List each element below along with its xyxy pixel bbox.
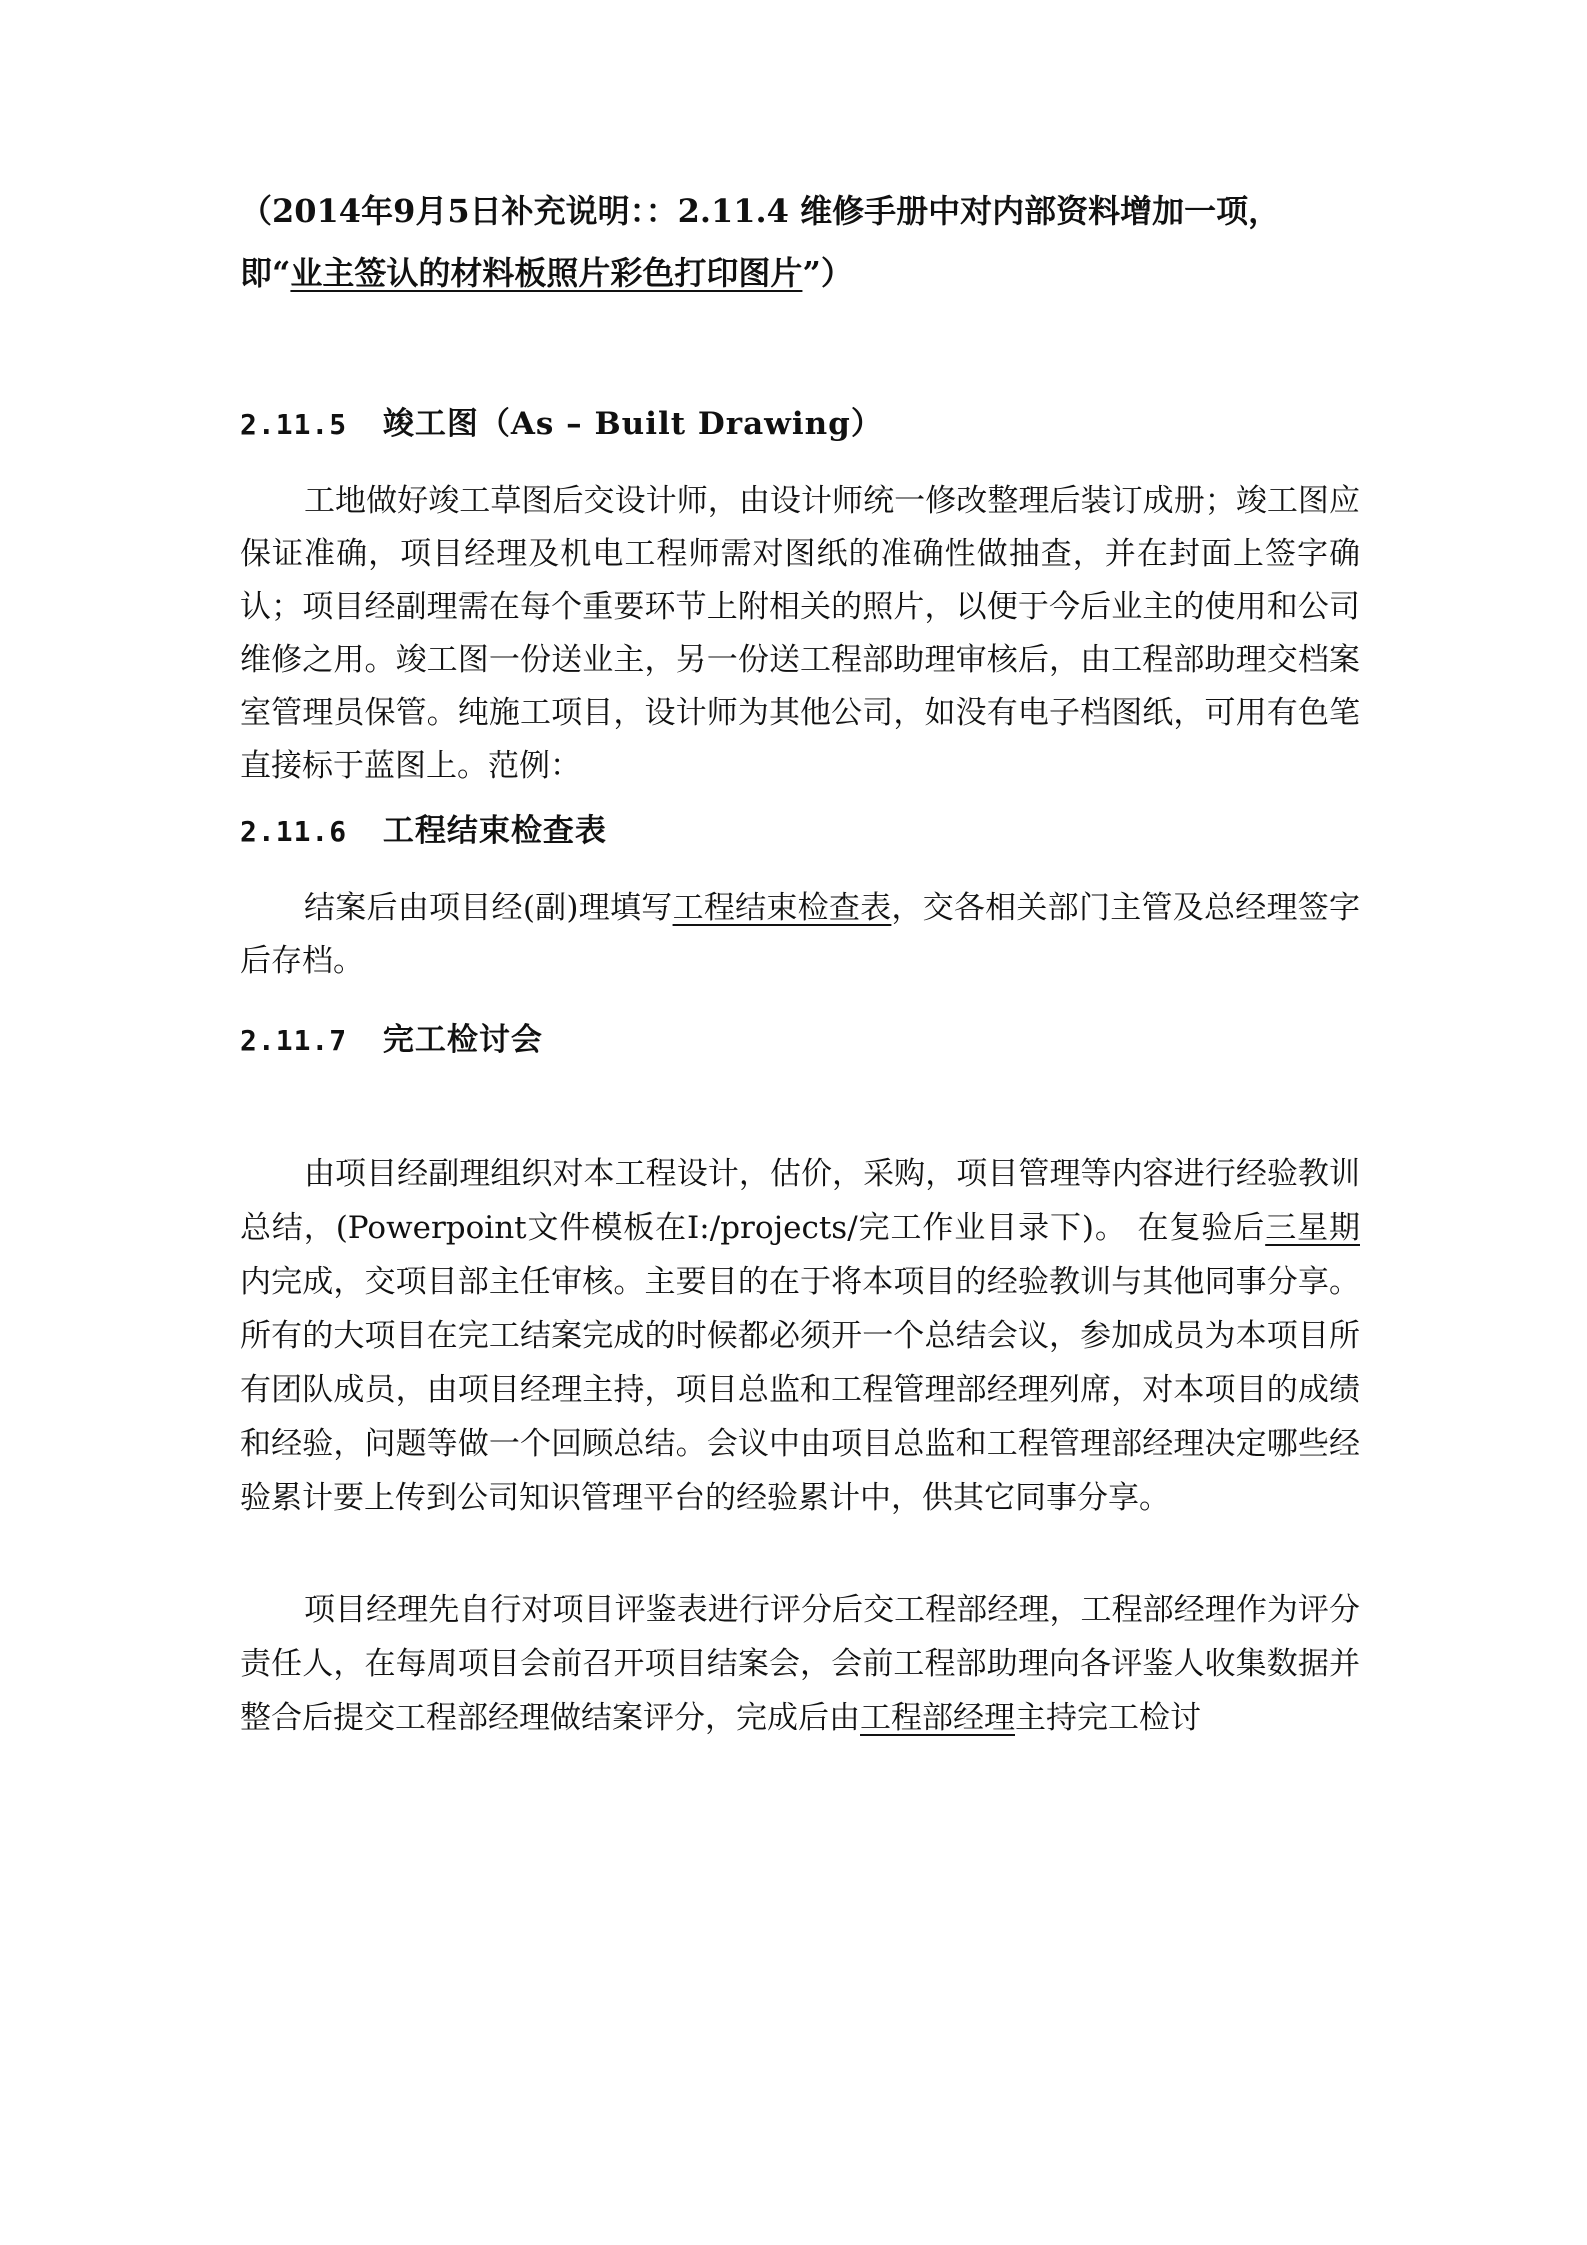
- three-weeks-underlined: 三星期: [1265, 1210, 1360, 1246]
- section-number: 2.11.7: [240, 1024, 348, 1057]
- section-title: 工程结束检查表: [382, 813, 607, 849]
- body-text: 内完成，交项目部主任审核。主要目的在于将本项目的经验教训与其他同事分享。所有的大项目在完工结案完成的时候都必须开一个总结会议，参加成员为本项目所有团队成员，由项目经理主持，项目总监和工程管理部经理列席，对本项目的成绩和经验，问题等做一个回顾总结。会议中由项目总监和工程管理部经理决定哪些经验累计要上传到公司知识管理平台的经验累计中，供其它同事分享。: [240, 1264, 1360, 1516]
- section-heading-2-11-6: [240, 811, 1360, 852]
- body-text: 主持完工检讨: [1015, 1700, 1201, 1736]
- section-title: 完工检讨会: [382, 1022, 543, 1058]
- note-suffix: ”）: [802, 254, 853, 292]
- section-number: 2.11.6: [240, 815, 348, 848]
- section-heading-2-11-7: [240, 1020, 1360, 1061]
- document-page: [240, 180, 1360, 1745]
- section-body-2-11-6: [240, 882, 1360, 988]
- note-underlined-text: 业主签认的材料板照片彩色打印图片: [290, 254, 803, 292]
- section-body-2-11-7-p1: [240, 1147, 1360, 1525]
- body-text: 结案后由项目经(副)理填写: [304, 890, 673, 926]
- section-body-2-11-5: 工地做好竣工草图后交设计师，由设计师统一修改整理后装订成册；竣工图应保证准确，项目经理及机电工程师需对图纸的准确性做抽查，并在封面上签字确认；项目经副理需在每个重要环节上附相关的照片，以便于今后业主的使用和公司维修之用。竣工图一份送业主，另一份送工程部助理审核后，由工程部助理交档案室管理员保管。纯施工项目，设计师为其他公司，如没有电子档图纸，可用有色笔直接标于蓝图上。范例：: [240, 483, 1360, 784]
- body-text: ，交各相关部门主管及总经理签字后存档。: [240, 890, 1361, 979]
- checklist-link[interactable]: 工程结束检查表: [672, 890, 892, 926]
- section-number: 2.11.5: [240, 408, 348, 441]
- note-prefix: （2014年9月5日补充说明：：2.11.4 维修手册中对内部资料增加一项，即“: [240, 192, 1281, 292]
- section-heading-2-11-5: [240, 404, 1360, 445]
- engineering-manager-underlined: 工程部经理: [860, 1700, 1015, 1736]
- body-text: 项目经理先自行对项目评鉴表进行评分后交工程部经理，工程部经理作为评分责任人，在每周项目会前召开项目结案会，会前工程部助理向各评鉴人收集数据并整合后提交工程部经理做结案评分，完成后由: [240, 1592, 1360, 1736]
- section-body-2-11-7-p2: [240, 1583, 1360, 1745]
- body-text: 由项目经副理组织对本工程设计，估价，采购，项目管理等内容进行经验教训总结，(Powerpoint文件模板在I:/projects/完工作业目录下)。 在复验后: [240, 1156, 1360, 1246]
- supplement-note: [240, 180, 1360, 304]
- section-title: 竣工图（As – Built Drawing）: [382, 406, 883, 442]
